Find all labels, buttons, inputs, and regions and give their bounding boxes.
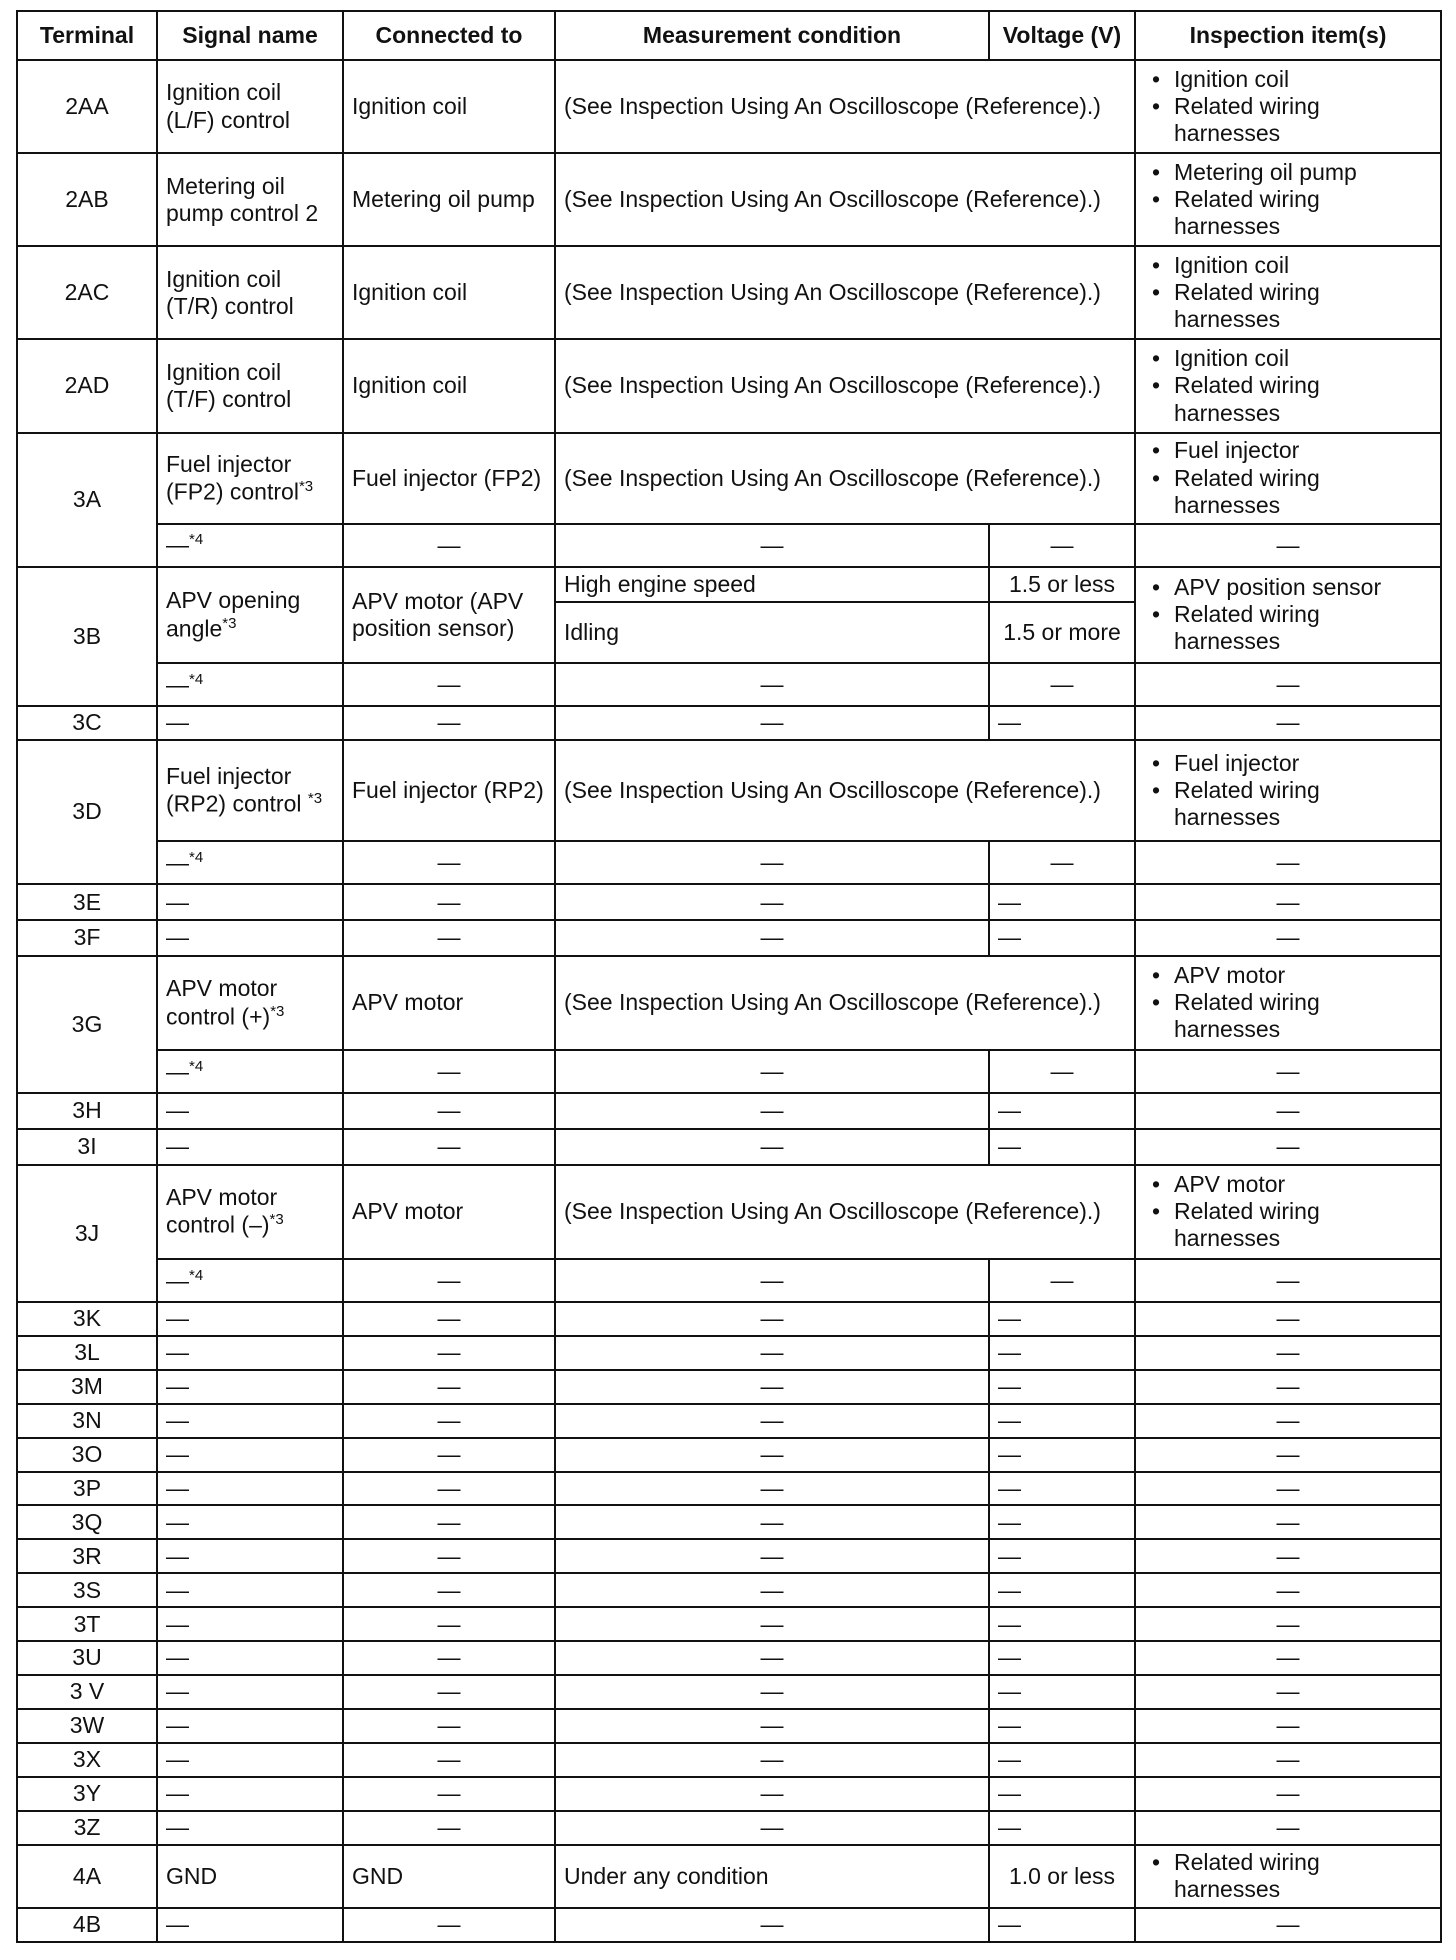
signal-name-cell: —	[157, 1709, 343, 1743]
inspection-items-cell: —	[1135, 1811, 1441, 1845]
terminal-cell: 3B	[17, 567, 157, 706]
voltage-cell: —	[989, 1709, 1135, 1743]
voltage-cell: —	[989, 1811, 1135, 1845]
inspection-items-cell: —	[1135, 1908, 1441, 1942]
terminal-cell: 3L	[17, 1336, 157, 1370]
measurement-condition-cell: —	[555, 1505, 989, 1539]
inspection-items-cell: —	[1135, 1505, 1441, 1539]
signal-name-text: Fuel injector (FP2) control	[166, 450, 299, 505]
connected-to-cell: Fuel injector (RP2)	[343, 740, 555, 841]
terminal-cell: 3D	[17, 740, 157, 884]
measurement-condition-cell: Idling	[555, 602, 989, 663]
connected-to-cell: —	[343, 920, 555, 956]
inspection-items-cell	[1135, 1845, 1441, 1908]
measurement-condition-cell: (See Inspection Using An Oscilloscope (Reference).)	[555, 153, 1135, 246]
inspection-items-cell	[1135, 1165, 1441, 1259]
table-row	[17, 1573, 1441, 1607]
voltage-cell: —	[989, 884, 1135, 920]
table-row	[17, 1811, 1441, 1845]
footnote-mark: *3	[269, 1211, 284, 1229]
terminal-cell: 3N	[17, 1404, 157, 1438]
inspection-items-cell: —	[1135, 1573, 1441, 1607]
connected-to-cell: —	[343, 1641, 555, 1675]
terminal-cell: 3R	[17, 1539, 157, 1573]
connected-to-cell: —	[343, 1675, 555, 1709]
terminal-cell: 3M	[17, 1370, 157, 1404]
measurement-condition-cell: —	[555, 1438, 989, 1472]
voltage-cell: 1.0 or less	[989, 1845, 1135, 1908]
measurement-condition-cell: —	[555, 884, 989, 920]
measurement-condition-cell: —	[555, 1050, 989, 1093]
inspection-item: • Ignition coil	[1144, 66, 1432, 93]
inspection-items-cell: —	[1135, 1438, 1441, 1472]
table-row	[17, 1709, 1441, 1743]
dash-text: —	[166, 1058, 189, 1085]
footnote-mark: *4	[189, 1057, 204, 1075]
voltage-cell: —	[989, 1404, 1135, 1438]
terminal-cell: 3K	[17, 1302, 157, 1336]
measurement-condition-cell: (See Inspection Using An Oscilloscope (Reference).)	[555, 956, 1135, 1050]
signal-name-cell: Ignition coil (T/F) control	[157, 339, 343, 432]
terminal-cell: 3U	[17, 1641, 157, 1675]
connected-to-cell: Fuel injector (FP2)	[343, 433, 555, 524]
signal-name-cell: Ignition coil (L/F) control	[157, 60, 343, 153]
terminal-cell: 3J	[17, 1165, 157, 1302]
dash-text: —	[166, 671, 189, 698]
signal-name-cell: —	[157, 1336, 343, 1370]
voltage-cell: —	[989, 1259, 1135, 1302]
connected-to-cell: —	[343, 1709, 555, 1743]
measurement-condition-cell: —	[555, 1607, 989, 1641]
signal-name-cell: —	[157, 1472, 343, 1506]
measurement-condition-cell: —	[555, 663, 989, 706]
terminal-cell: 3T	[17, 1607, 157, 1641]
inspection-items-cell: —	[1135, 1641, 1441, 1675]
terminal-cell: 3A	[17, 433, 157, 567]
measurement-condition-cell: (See Inspection Using An Oscilloscope (Reference).)	[555, 740, 1135, 841]
terminal-cell: 3C	[17, 706, 157, 740]
signal-name-cell: —	[157, 1505, 343, 1539]
connected-to-cell: —	[343, 1370, 555, 1404]
inspection-item: • Related wiring harnesses	[1144, 93, 1432, 147]
inspection-items-cell: —	[1135, 706, 1441, 740]
voltage-cell: —	[989, 1573, 1135, 1607]
measurement-condition-cell: —	[555, 1641, 989, 1675]
table-row	[17, 433, 1441, 524]
footnote-mark: *3	[298, 477, 314, 495]
signal-name-cell: —	[157, 1641, 343, 1675]
signal-name-cell: —	[157, 1438, 343, 1472]
signal-name-cell	[157, 1165, 343, 1259]
inspection-items-cell: —	[1135, 1050, 1441, 1093]
voltage-cell: —	[989, 524, 1135, 567]
measurement-condition-cell: Under any condition	[555, 1845, 989, 1908]
table-row	[17, 1472, 1441, 1506]
connected-to-cell: —	[343, 1908, 555, 1942]
table-row	[17, 1641, 1441, 1675]
measurement-condition-cell: High engine speed	[555, 567, 989, 602]
inspection-items-cell: —	[1135, 1607, 1441, 1641]
signal-name-cell	[157, 740, 343, 841]
inspection-item: • Ignition coil	[1144, 252, 1432, 279]
inspection-item: • Fuel injector	[1144, 750, 1432, 777]
measurement-condition-cell: —	[555, 1777, 989, 1811]
table-row	[17, 1129, 1441, 1165]
connected-to-cell: —	[343, 1607, 555, 1641]
inspection-item: • Related wiring harnesses	[1144, 279, 1432, 333]
connected-to-cell: —	[343, 841, 555, 884]
connected-to-cell: —	[343, 1438, 555, 1472]
measurement-condition-cell: —	[555, 1472, 989, 1506]
terminal-cell: 2AC	[17, 246, 157, 339]
table-row	[17, 920, 1441, 956]
inspection-items-cell: —	[1135, 1093, 1441, 1129]
terminal-cell: 3I	[17, 1129, 157, 1165]
table-row	[17, 1743, 1441, 1777]
signal-name-cell: —	[157, 1302, 343, 1336]
table-row	[17, 1845, 1441, 1908]
connected-to-cell: —	[343, 1743, 555, 1777]
connected-to-cell: GND	[343, 1845, 555, 1908]
table-row	[17, 60, 1441, 153]
header-inspection-items: Inspection item(s)	[1135, 11, 1441, 60]
connected-to-cell: —	[343, 1505, 555, 1539]
voltage-cell: —	[989, 1505, 1135, 1539]
signal-name-cell: GND	[157, 1845, 343, 1908]
signal-name-cell: Metering oil pump control 2	[157, 153, 343, 246]
voltage-cell: —	[989, 1336, 1135, 1370]
inspection-items-cell: —	[1135, 920, 1441, 956]
voltage-cell: —	[989, 1438, 1135, 1472]
measurement-condition-cell: —	[555, 1302, 989, 1336]
inspection-items-cell	[1135, 956, 1441, 1050]
terminal-cell: 4A	[17, 1845, 157, 1908]
terminal-cell: 2AA	[17, 60, 157, 153]
table-row	[17, 1675, 1441, 1709]
terminal-cell: 4B	[17, 1908, 157, 1942]
voltage-cell: 1.5 or less	[989, 567, 1135, 602]
table-row	[17, 567, 1441, 602]
connected-to-cell: —	[343, 663, 555, 706]
voltage-cell: —	[989, 1129, 1135, 1165]
connected-to-cell: —	[343, 1302, 555, 1336]
inspection-items-cell: —	[1135, 1336, 1441, 1370]
signal-name-cell	[157, 841, 343, 884]
footnote-mark: *3	[222, 614, 237, 632]
inspection-item: • Related wiring harnesses	[1144, 372, 1432, 426]
measurement-condition-cell: (See Inspection Using An Oscilloscope (Reference).)	[555, 246, 1135, 339]
connected-to-cell: APV motor	[343, 1165, 555, 1259]
footnote-mark: *4	[189, 531, 204, 549]
table-row	[17, 706, 1441, 740]
terminal-cell: 3S	[17, 1573, 157, 1607]
footnote-mark: *4	[189, 848, 204, 866]
connected-to-cell: —	[343, 1093, 555, 1129]
inspection-item: • Related wiring harnesses	[1144, 601, 1432, 655]
voltage-cell: —	[989, 841, 1135, 884]
header-measurement-condition: Measurement condition	[555, 11, 989, 60]
table-row	[17, 1438, 1441, 1472]
inspection-items-cell: —	[1135, 1129, 1441, 1165]
inspection-items-cell	[1135, 60, 1441, 153]
inspection-items-cell: —	[1135, 1404, 1441, 1438]
terminal-cell: 2AB	[17, 153, 157, 246]
measurement-condition-cell: —	[555, 1093, 989, 1129]
signal-name-cell	[157, 433, 343, 524]
measurement-condition-cell: —	[555, 920, 989, 956]
terminal-cell: 3X	[17, 1743, 157, 1777]
measurement-condition-cell: —	[555, 1709, 989, 1743]
inspection-items-cell: —	[1135, 1743, 1441, 1777]
signal-name-cell: Ignition coil (T/R) control	[157, 246, 343, 339]
inspection-item: • Metering oil pump	[1144, 159, 1432, 186]
terminal-cell: 3O	[17, 1438, 157, 1472]
voltage-cell: —	[989, 1093, 1135, 1129]
connected-to-cell: —	[343, 706, 555, 740]
signal-name-text: APV motor control (+)	[166, 975, 278, 1030]
inspection-items-cell: —	[1135, 1259, 1441, 1302]
signal-name-cell: —	[157, 920, 343, 956]
dash-text: —	[166, 849, 189, 876]
table-row	[17, 1050, 1441, 1093]
measurement-condition-cell: —	[555, 1743, 989, 1777]
inspection-items-cell: —	[1135, 1472, 1441, 1506]
connected-to-cell: —	[343, 1777, 555, 1811]
measurement-condition-cell: —	[555, 1573, 989, 1607]
inspection-item: • Related wiring harnesses	[1144, 1849, 1432, 1903]
voltage-cell: —	[989, 1539, 1135, 1573]
footnote-mark: *4	[189, 670, 204, 688]
table-row	[17, 1336, 1441, 1370]
signal-name-cell: —	[157, 1777, 343, 1811]
table-row	[17, 524, 1441, 567]
inspection-items-cell	[1135, 740, 1441, 841]
signal-name-text: APV motor control (–)	[166, 1184, 278, 1239]
terminal-cell: 3H	[17, 1093, 157, 1129]
table-row	[17, 153, 1441, 246]
voltage-cell: —	[989, 1908, 1135, 1942]
signal-name-cell: —	[157, 1093, 343, 1129]
signal-name-cell	[157, 567, 343, 663]
inspection-items-cell: —	[1135, 1777, 1441, 1811]
table-row	[17, 884, 1441, 920]
signal-name-cell	[157, 956, 343, 1050]
terminal-cell: 3F	[17, 920, 157, 956]
inspection-items-cell: —	[1135, 1539, 1441, 1573]
signal-name-cell: —	[157, 1607, 343, 1641]
terminal-cell: 3P	[17, 1472, 157, 1506]
inspection-item: • APV motor	[1144, 962, 1432, 989]
measurement-condition-cell: (See Inspection Using An Oscilloscope (Reference).)	[555, 339, 1135, 432]
signal-name-cell: —	[157, 1811, 343, 1845]
inspection-items-cell	[1135, 339, 1441, 432]
terminal-cell: 3Y	[17, 1777, 157, 1811]
measurement-condition-cell: —	[555, 1370, 989, 1404]
table-row	[17, 1093, 1441, 1129]
inspection-items-cell: —	[1135, 1302, 1441, 1336]
signal-name-cell: —	[157, 1539, 343, 1573]
table-row	[17, 663, 1441, 706]
connected-to-cell: —	[343, 1404, 555, 1438]
connected-to-cell: —	[343, 1472, 555, 1506]
measurement-condition-cell: (See Inspection Using An Oscilloscope (Reference).)	[555, 1165, 1135, 1259]
voltage-cell: 1.5 or more	[989, 602, 1135, 663]
inspection-items-cell	[1135, 153, 1441, 246]
table-row	[17, 1302, 1441, 1336]
table-row	[17, 1165, 1441, 1259]
terminal-cell: 3G	[17, 956, 157, 1093]
signal-name-cell: —	[157, 1573, 343, 1607]
signal-name-cell: —	[157, 1908, 343, 1942]
inspection-items-cell: —	[1135, 1370, 1441, 1404]
measurement-condition-cell: —	[555, 524, 989, 567]
signal-name-text: Fuel injector (RP2) control	[166, 763, 302, 817]
connected-to-cell: —	[343, 1050, 555, 1093]
header-row	[17, 11, 1441, 60]
connected-to-cell: —	[343, 1573, 555, 1607]
table-row	[17, 841, 1441, 884]
header-terminal: Terminal	[17, 11, 157, 60]
voltage-cell: —	[989, 1607, 1135, 1641]
table-row	[17, 1505, 1441, 1539]
measurement-condition-cell: —	[555, 1908, 989, 1942]
dash-text: —	[166, 1267, 189, 1294]
inspection-item: • Ignition coil	[1144, 345, 1432, 372]
voltage-cell: —	[989, 1641, 1135, 1675]
connected-to-cell: —	[343, 524, 555, 567]
voltage-cell: —	[989, 706, 1135, 740]
table-row	[17, 1370, 1441, 1404]
footnote-mark: *3	[270, 1002, 285, 1020]
inspection-item: • Fuel injector	[1144, 437, 1432, 464]
header-voltage: Voltage (V)	[989, 11, 1135, 60]
signal-name-cell: —	[157, 1675, 343, 1709]
inspection-items-cell: —	[1135, 1675, 1441, 1709]
connected-to-cell: —	[343, 1811, 555, 1845]
signal-name-cell: —	[157, 1370, 343, 1404]
connected-to-cell: Ignition coil	[343, 339, 555, 432]
connected-to-cell: Ignition coil	[343, 246, 555, 339]
signal-name-cell: —	[157, 1743, 343, 1777]
table-row	[17, 1908, 1441, 1942]
voltage-cell: —	[989, 1777, 1135, 1811]
inspection-items-cell: —	[1135, 1709, 1441, 1743]
inspection-item: • APV position sensor	[1144, 574, 1432, 601]
footnote-mark: *3	[307, 790, 323, 808]
connected-to-cell: APV motor (APV position sensor)	[343, 567, 555, 663]
signal-name-cell	[157, 1050, 343, 1093]
connected-to-cell: —	[343, 1539, 555, 1573]
voltage-cell: —	[989, 1743, 1135, 1777]
inspection-items-cell: —	[1135, 884, 1441, 920]
signal-name-cell	[157, 1259, 343, 1302]
measurement-condition-cell: —	[555, 1675, 989, 1709]
signal-name-cell	[157, 663, 343, 706]
measurement-condition-cell: —	[555, 706, 989, 740]
table-row	[17, 1777, 1441, 1811]
table-row	[17, 1259, 1441, 1302]
inspection-item: • APV motor	[1144, 1171, 1432, 1198]
inspection-item: • Related wiring harnesses	[1144, 777, 1432, 831]
inspection-items-cell	[1135, 246, 1441, 339]
table-row	[17, 339, 1441, 432]
connected-to-cell: —	[343, 884, 555, 920]
inspection-item: • Related wiring harnesses	[1144, 1198, 1432, 1252]
terminal-cell: 3Q	[17, 1505, 157, 1539]
table-row	[17, 1539, 1441, 1573]
header-signal-name: Signal name	[157, 11, 343, 60]
measurement-condition-cell: (See Inspection Using An Oscilloscope (Reference).)	[555, 433, 1135, 524]
voltage-cell: —	[989, 920, 1135, 956]
inspection-items-cell	[1135, 433, 1441, 524]
measurement-condition-cell: —	[555, 1259, 989, 1302]
signal-name-cell: —	[157, 884, 343, 920]
inspection-items-cell: —	[1135, 663, 1441, 706]
connected-to-cell: —	[343, 1336, 555, 1370]
terminal-table	[16, 10, 1442, 1943]
connected-to-cell: —	[343, 1129, 555, 1165]
inspection-items-cell	[1135, 567, 1441, 663]
signal-name-cell: —	[157, 706, 343, 740]
measurement-condition-cell: —	[555, 1129, 989, 1165]
signal-name-cell	[157, 524, 343, 567]
inspection-items-cell: —	[1135, 524, 1441, 567]
measurement-condition-cell: —	[555, 1404, 989, 1438]
table-row	[17, 1607, 1441, 1641]
connected-to-cell: Metering oil pump	[343, 153, 555, 246]
measurement-condition-cell: —	[555, 1539, 989, 1573]
header-connected-to: Connected to	[343, 11, 555, 60]
table-row	[17, 1404, 1441, 1438]
terminal-cell: 2AD	[17, 339, 157, 432]
voltage-cell: —	[989, 1675, 1135, 1709]
inspection-item: • Related wiring harnesses	[1144, 186, 1432, 240]
voltage-cell: —	[989, 663, 1135, 706]
signal-name-cell: —	[157, 1404, 343, 1438]
signal-name-text: APV opening angle	[166, 587, 301, 642]
measurement-condition-cell: —	[555, 1336, 989, 1370]
voltage-cell: —	[989, 1472, 1135, 1506]
dash-text: —	[166, 531, 189, 558]
terminal-cell: 3 V	[17, 1675, 157, 1709]
table-row	[17, 246, 1441, 339]
connected-to-cell: APV motor	[343, 956, 555, 1050]
footnote-mark: *4	[189, 1266, 204, 1284]
inspection-item: • Related wiring harnesses	[1144, 989, 1432, 1043]
connected-to-cell: Ignition coil	[343, 60, 555, 153]
terminal-cell: 3W	[17, 1709, 157, 1743]
signal-name-cell: —	[157, 1129, 343, 1165]
terminal-cell: 3Z	[17, 1811, 157, 1845]
table-row	[17, 740, 1441, 841]
voltage-cell: —	[989, 1370, 1135, 1404]
voltage-cell: —	[989, 1050, 1135, 1093]
voltage-cell: —	[989, 1302, 1135, 1336]
terminal-cell: 3E	[17, 884, 157, 920]
measurement-condition-cell: —	[555, 841, 989, 884]
table-row	[17, 956, 1441, 1050]
inspection-item: • Related wiring harnesses	[1144, 465, 1432, 519]
measurement-condition-cell: —	[555, 1811, 989, 1845]
connected-to-cell: —	[343, 1259, 555, 1302]
inspection-items-cell: —	[1135, 841, 1441, 884]
measurement-condition-cell: (See Inspection Using An Oscilloscope (Reference).)	[555, 60, 1135, 153]
